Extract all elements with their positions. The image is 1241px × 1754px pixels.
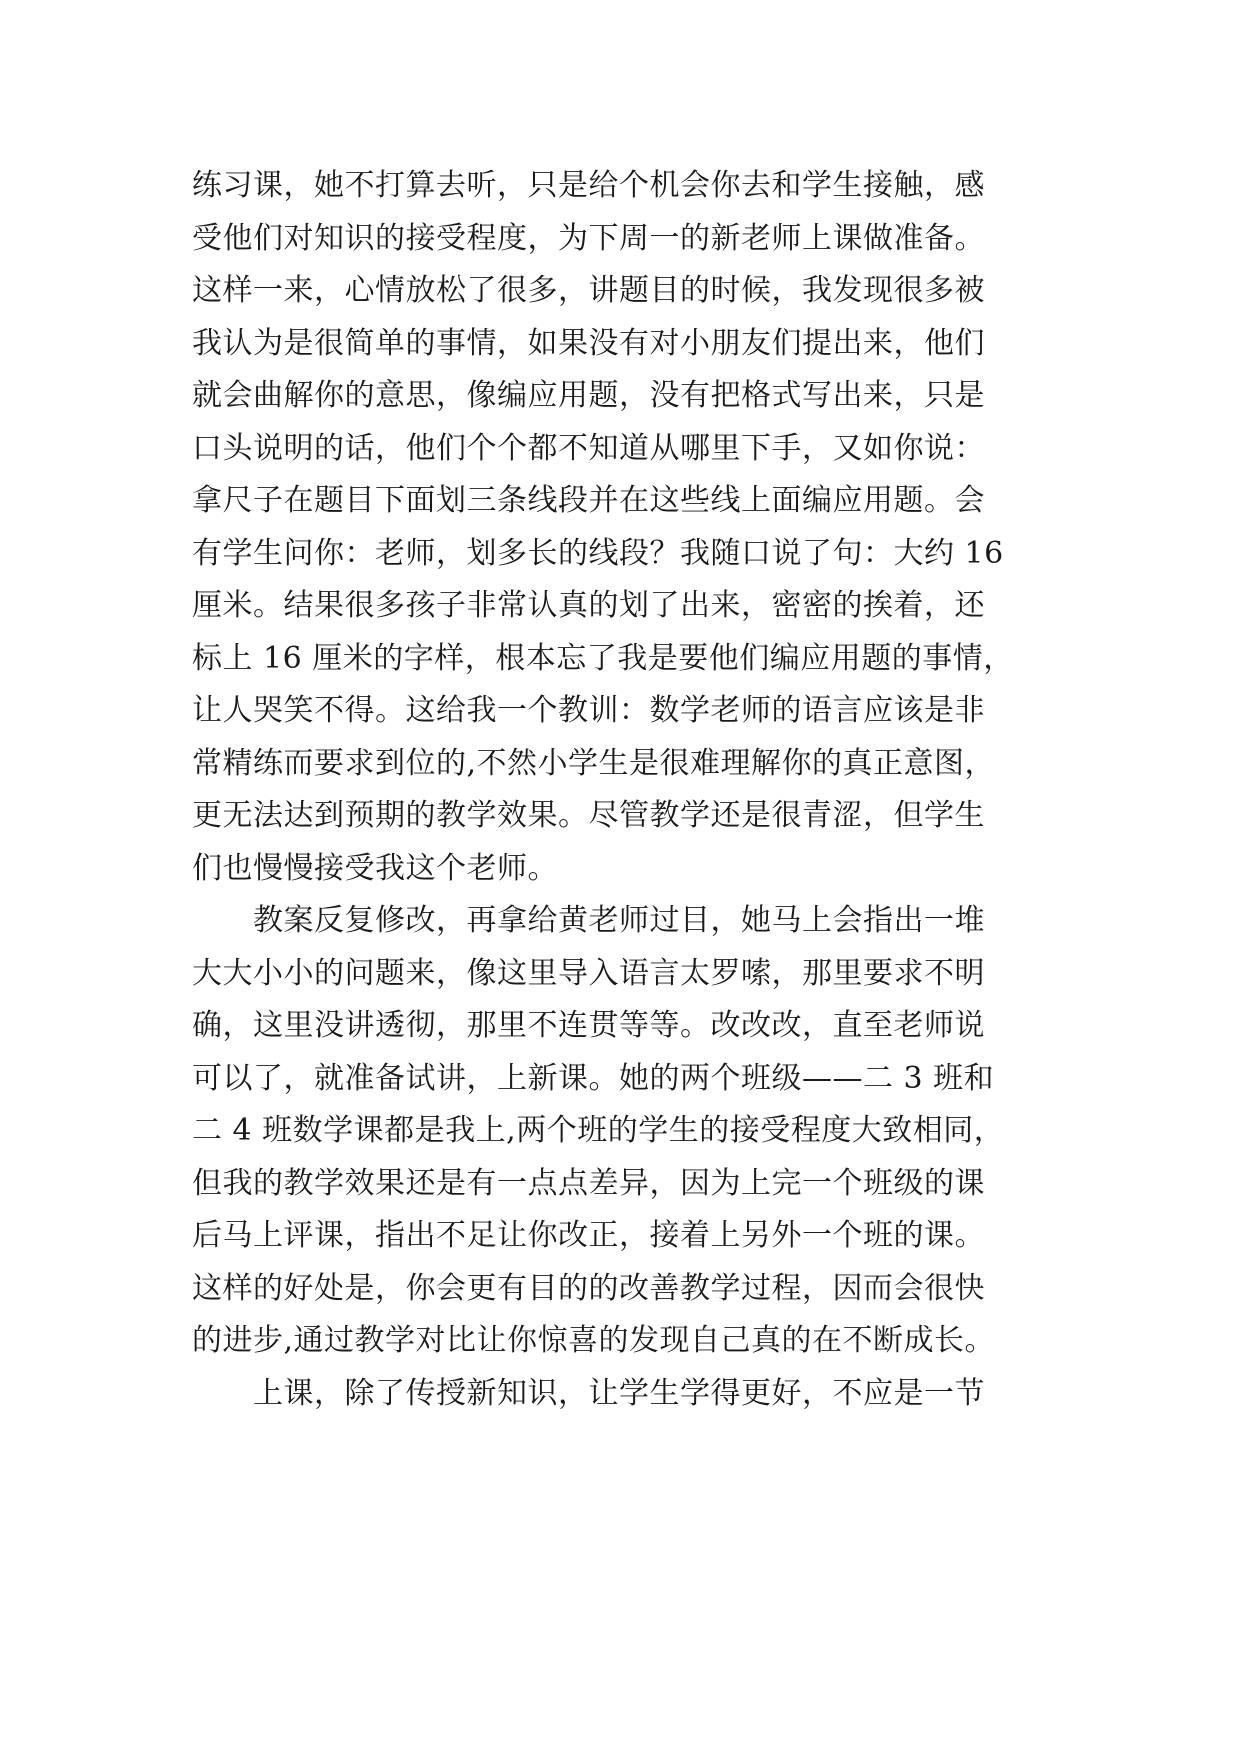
text-line: 练习课，她不打算去听，只是给个机会你去和学生接触，感 bbox=[192, 168, 985, 203]
text-line: 拿尺子在题目下面划三条线段并在这些线上面编应用题。会 bbox=[192, 483, 985, 518]
text-line: 这样的好处是，你会更有目的的改善教学过程，因而会很快 bbox=[192, 1270, 985, 1306]
text-line: 大大小小的问题来，像这里导入语言太罗嗦，那里要求不明 bbox=[192, 955, 985, 991]
text-line: 口头说明的话，他们个个都不知道从哪里下手，又如你说： bbox=[192, 430, 985, 466]
text-line: 受他们对知识的接受程度，为下周一的新老师上课做准备。 bbox=[192, 220, 985, 256]
text-line: 二 4 班数学课都是我上,两个班的学生的接受程度大致相同， bbox=[192, 1113, 1005, 1148]
text-line: 后马上评课，指出不足让你改正，接着上另外一个班的课。 bbox=[192, 1218, 985, 1253]
text-line: 就会曲解你的意思，像编应用题，没有把格式写出来，只是 bbox=[192, 378, 985, 413]
text-line: 我认为是很简单的事情，如果没有对小朋友们提出来，他们 bbox=[192, 325, 985, 361]
text-line: 但我的教学效果还是有一点点差异，因为上完一个班级的课 bbox=[192, 1165, 985, 1201]
text-line: 更无法达到预期的教学效果。尽管教学还是很青涩，但学生 bbox=[192, 798, 985, 833]
text-line: 标上 16 厘米的字样，根本忘了我是要他们编应用题的事情， bbox=[192, 640, 1014, 676]
text-line: 确，这里没讲透彻，那里不连贯等等。改改改，直至老师说 bbox=[192, 1008, 985, 1043]
text-line: 常精练而要求到位的,不然小学生是很难理解你的真正意图， bbox=[192, 745, 996, 781]
document-body-text bbox=[192, 160, 1072, 1420]
text-line: 有学生问你：老师，划多长的线段？我随口说了句：大约 16 bbox=[192, 535, 1004, 571]
text-line: 们也慢慢接受我这个老师。 bbox=[192, 850, 558, 886]
text-line: 这样一来，心情放松了很多，讲题目的时候，我发现很多被 bbox=[192, 273, 985, 308]
text-line: 教案反复修改，再拿给黄老师过目，她马上会指出一堆 bbox=[192, 903, 985, 938]
text-line: 的进步,通过教学对比让你惊喜的发现自己真的在不断成长。 bbox=[192, 1323, 996, 1358]
text-line: 上课，除了传授新知识，让学生学得更好，不应是一节 bbox=[192, 1375, 985, 1411]
text-line: 让人哭笑不得。这给我一个教训：数学老师的语言应该是非 bbox=[192, 693, 985, 728]
text-line: 厘米。结果很多孩子非常认真的划了出来，密密的挨着，还 bbox=[192, 588, 985, 623]
text-line: 可以了，就准备试讲，上新课。她的两个班级——二 3 班和 bbox=[192, 1060, 995, 1096]
